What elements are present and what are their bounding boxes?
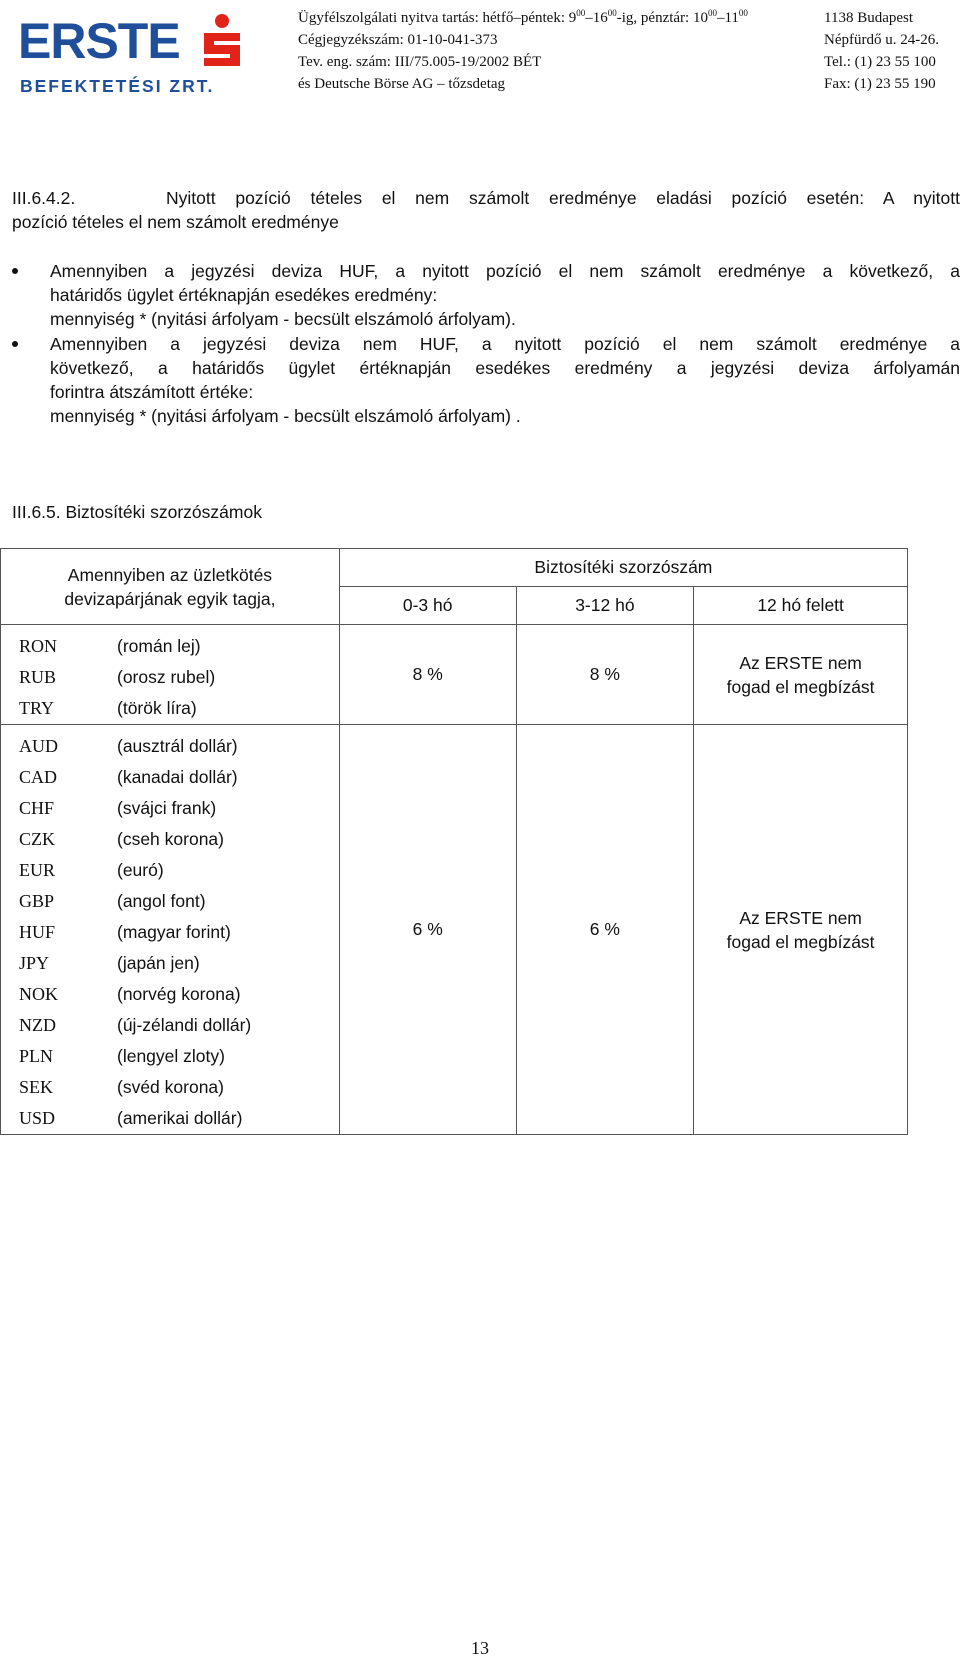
rejection-note: Az ERSTE nem fogad el megbízást [694,725,908,1135]
license-number: Tev. eng. szám: III/75.005-19/2002 BÉT [298,54,542,70]
column-header: 12 hó felett [694,587,908,625]
multiplier-value: 8 % [516,625,694,725]
multiplier-value: 6 % [339,725,516,1135]
currency-item: PLN (lengyel zloty) [19,1046,225,1066]
section-heading-margins: III.6.5. Biztosítéki szorzószámok [12,502,262,522]
currency-list [1,725,340,1135]
exchange-membership: és Deutsche Börse AG – tőzsdetag [298,76,506,92]
bullet-dot [12,341,18,347]
address-city: 1138 Budapest [824,10,914,26]
currency-item: NZD (új-zélandi dollár) [19,1015,252,1035]
currency-item: CHF (svájci frank) [19,798,217,818]
margin-multiplier-table [0,548,908,1135]
currency-item: EUR (euró) [19,860,164,880]
logo-wordmark: ERSTE [18,13,180,69]
bullet-1-line2: határidős ügylet értéknapján esedékes eredmény: [50,285,438,305]
page-number: 13 [471,1638,489,1658]
section-number: III.6.4.2. [12,188,76,208]
currency-item: AUD (ausztrál dollár) [19,736,238,756]
erste-s-icon [200,14,244,68]
logo-subtitle: BEFEKTETÉSI ZRT. [20,76,215,96]
fax-number: Fax: (1) 23 55 190 [824,76,936,92]
currency-list [1,625,340,725]
currency-item: JPY (japán jen) [19,953,200,973]
header-info [298,8,748,96]
rejection-note: Az ERSTE nem fogad el megbízást [694,625,908,725]
section-heading-line2: pozíció tételes el nem számolt eredménye [12,212,339,232]
erste-logo [18,8,243,98]
table-corner-header: Amennyiben az üzletkötés devizapárjának egyik tagja, [1,549,340,625]
column-header: 3-12 hó [516,587,694,625]
currency-item: TRY (török líra) [19,698,197,718]
multiplier-value: 6 % [516,725,694,1135]
group-header: Biztosítéki szorzószám [339,549,907,587]
currency-item: CZK (cseh korona) [19,829,224,849]
bullet-2-line1: Amennyiben a jegyzési deviza nem HUF, a nyitott pozíció el nem számolt eredménye a [50,334,960,354]
column-header: 0-3 hó [339,587,516,625]
bullet-1-line1: Amennyiben a jegyzési deviza HUF, a nyitott pozíció el nem számolt eredménye a következő, a [50,261,960,281]
bullet-2-line3: forintra átszámított értéke: [50,382,254,402]
opening-hours: Ügyfélszolgálati nyitva tartás: hétfő–péntek: $9^{00}-16^{00}-ig$, pénztár: $10^{00}-11^{00}$ [298,8,748,26]
header-contact [824,8,939,96]
table-row [1,725,908,1135]
currency-item: RON (román lej) [19,636,201,656]
bullet-2-line2: következő, a határidős ügylet értéknapján esedékes eredmény a jegyzési deviza árfolyamán [50,358,960,378]
bullet-dot [12,268,18,274]
currency-item: CAD (kanadai dollár) [19,767,238,787]
currency-item: SEK (svéd korona) [19,1077,224,1097]
currency-item: NOK (norvég korona) [19,984,241,1004]
currency-item: GBP (angol font) [19,891,206,911]
company-registration: Cégjegyzékszám: 01-10-041-373 [298,32,498,48]
table-row [1,625,908,725]
currency-item: HUF (magyar forint) [19,922,231,942]
bullet-1-line3: mennyiség * (nyitási árfolyam - becsült elszámoló árfolyam). [50,309,516,329]
currency-item: RUB (orosz rubel) [19,667,216,687]
multiplier-value: 8 % [339,625,516,725]
currency-item: USD (amerikai dollár) [19,1108,243,1128]
section-heading-line1: Nyitott pozíció tételes el nem számolt eredménye eladási pozíció esetén: A nyitott [166,188,960,208]
address-street: Népfürdő u. 24-26. [824,32,939,48]
phone-number: Tel.: (1) 23 55 100 [824,54,936,70]
bullet-2-line4: mennyiség * (nyitási árfolyam - becsült elszámoló árfolyam) . [50,406,521,426]
